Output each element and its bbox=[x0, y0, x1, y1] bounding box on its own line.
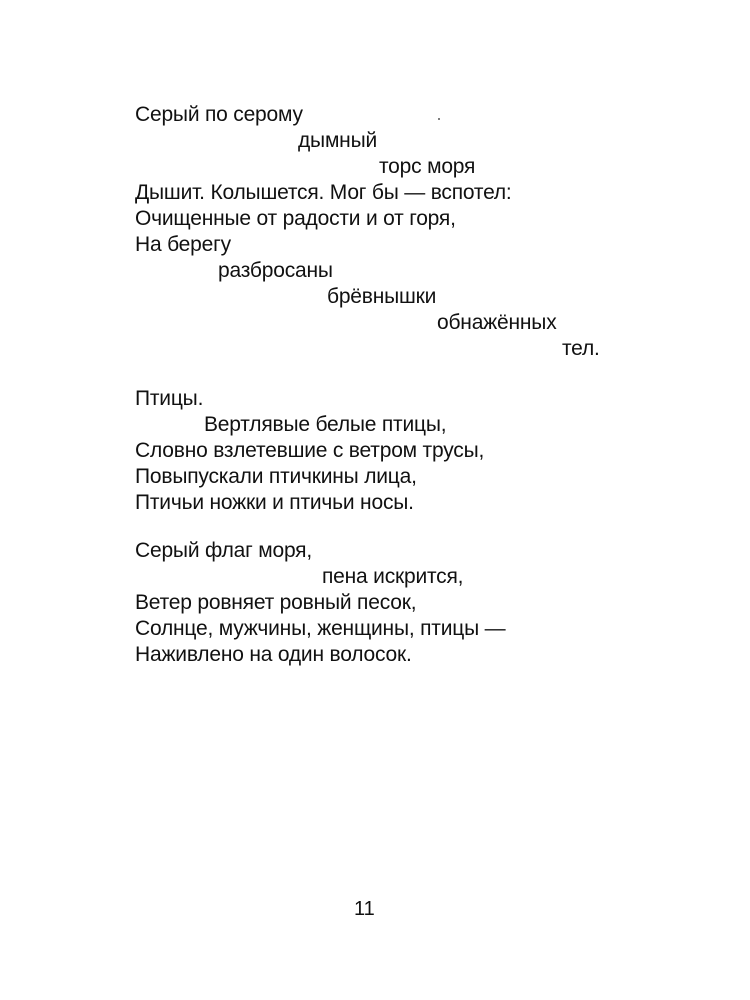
poem-line: Птичьи ножки и птичьи носы. bbox=[135, 491, 414, 514]
poem-line: На берегу bbox=[135, 233, 231, 256]
page-number: 11 bbox=[354, 898, 375, 920]
poem-line: Повыпускали птичкины лица, bbox=[135, 465, 417, 488]
poem-line: Очищенные от радости и от горя, bbox=[135, 207, 456, 230]
poem-line: Серый по серому bbox=[135, 103, 303, 126]
poem-line: Солнце, мужчины, женщины, птицы — bbox=[135, 617, 506, 640]
poem-line: дымный bbox=[298, 129, 378, 152]
poem-line: обнажённых bbox=[437, 311, 557, 334]
poem-line: брёвнышки bbox=[327, 285, 437, 308]
poem-line: Ветер ровняет ровный песок, bbox=[135, 591, 417, 614]
poem-line: Вертлявые белые птицы, bbox=[204, 413, 447, 436]
poem-line: Наживлено на один волосок. bbox=[135, 643, 412, 666]
print-speck bbox=[438, 118, 440, 120]
poem-line: тел. bbox=[562, 337, 600, 360]
poem-line: Серый флаг моря, bbox=[135, 539, 312, 562]
poem-line: Словно взлетевшие с ветром трусы, bbox=[135, 439, 485, 462]
poem-line: пена искрится, bbox=[322, 565, 464, 588]
poem-line: разбросаны bbox=[218, 259, 333, 282]
poem-line: торс моря bbox=[379, 155, 476, 178]
poem-line: Птицы. bbox=[135, 387, 204, 410]
poem-line: Дышит. Колышется. Мог бы — вспотел: bbox=[135, 181, 512, 204]
